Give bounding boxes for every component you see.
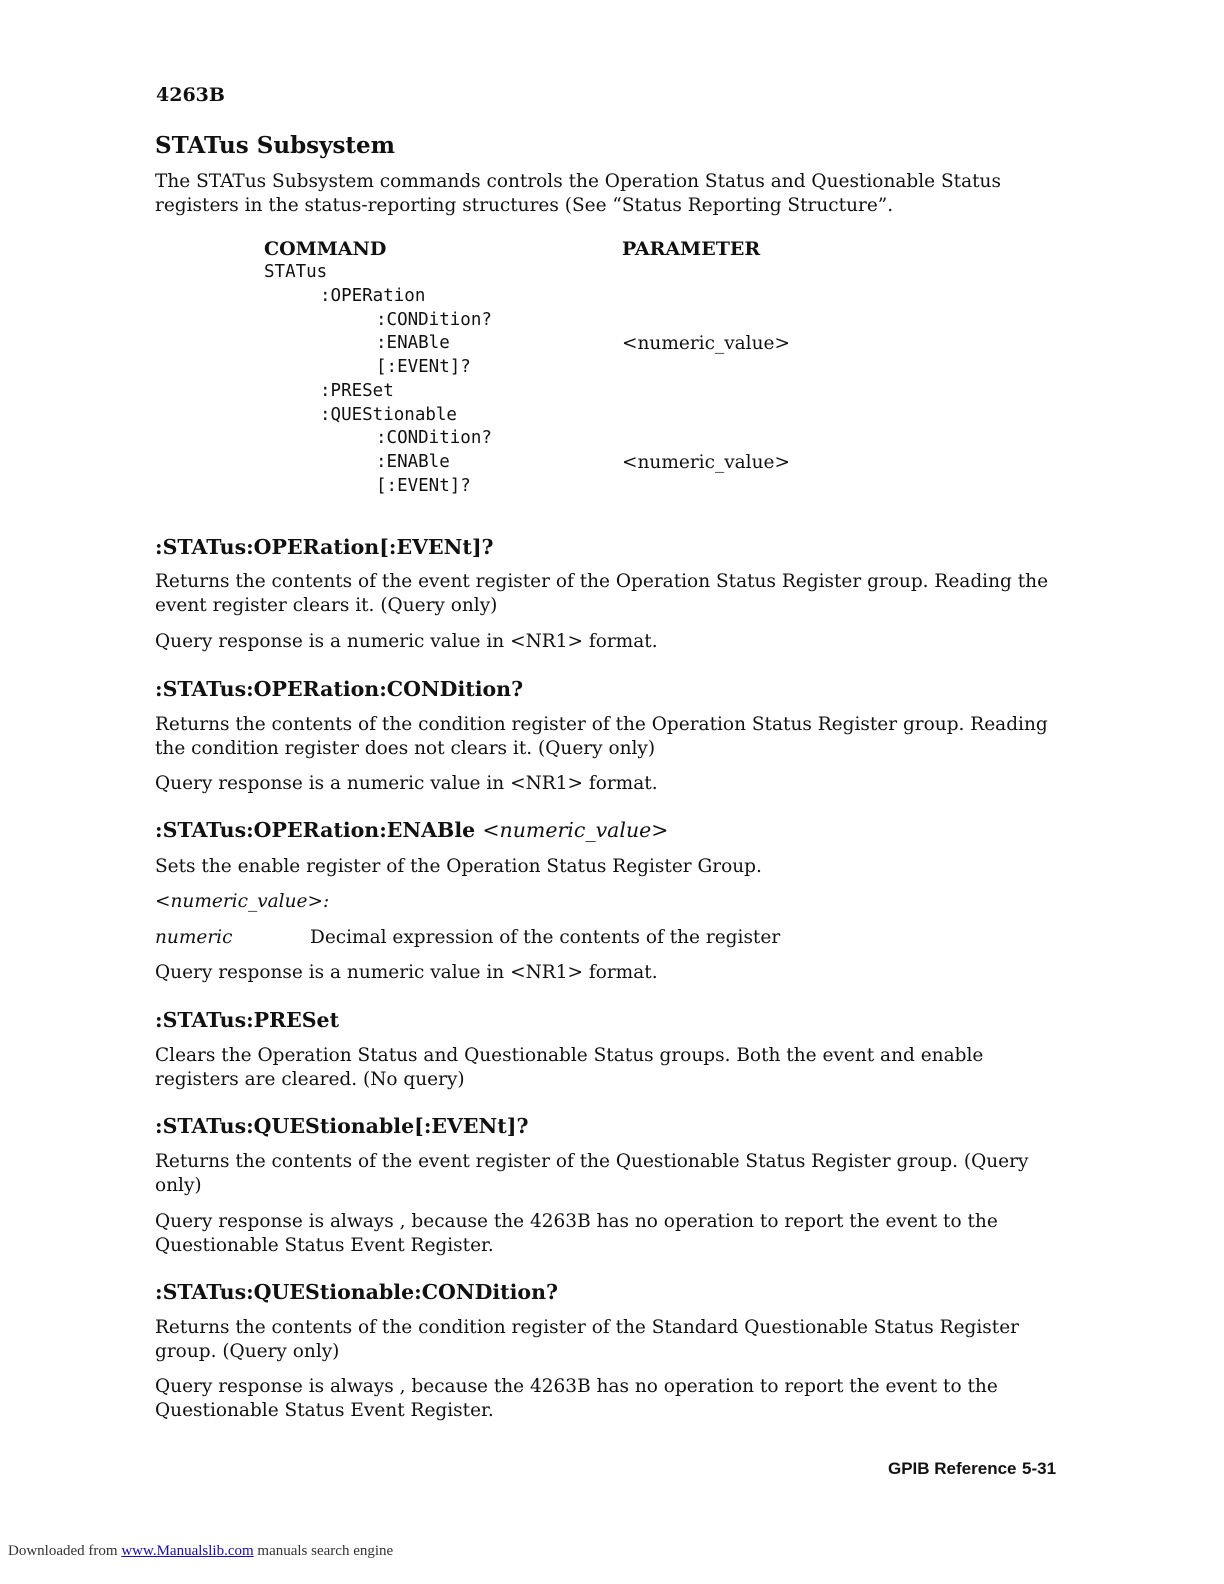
heading-op-condition: :STATus:OPERation:CONDition?	[155, 677, 524, 701]
heading-ques-event: :STATus:QUEStionable[:EVENt]?	[155, 1114, 529, 1138]
cmd-ques-event: [:EVENt]?	[376, 476, 471, 496]
section-intro	[155, 170, 1055, 218]
download-prefix: Downloaded from	[8, 1543, 118, 1559]
footer-section-name: GPIB Reference	[888, 1459, 1017, 1478]
section-title: STATus Subsystem	[155, 132, 396, 159]
response-line: Query response is always , because the 4263B has no operation to report the event to the	[155, 1376, 998, 1397]
desc-ques-event	[155, 1150, 1055, 1198]
param-op-enable: <numeric_value>	[622, 333, 790, 354]
intro-line: The STATus Subsystem commands controls the Operation Status and Questionable Status	[155, 171, 1001, 192]
download-note	[8, 1543, 393, 1560]
response-op-event: Query response is a numeric value in <NR1> format.	[155, 631, 658, 652]
desc-line: Clears the Operation Status and Questionable Status groups. Both the event and enable	[155, 1045, 984, 1066]
desc-line: registers are cleared. (No query)	[155, 1069, 465, 1090]
cmd-operation: :OPERation	[320, 286, 426, 306]
cmd-ques-enable: :ENABle	[376, 452, 450, 472]
cmd-preset: :PRESet	[320, 381, 394, 401]
param-label: <numeric_value>:	[155, 891, 330, 912]
param-definition: Decimal expression of the contents of the register	[310, 927, 781, 948]
desc-line: Returns the contents of the condition register of the Operation Status Register group. Reading	[155, 714, 1048, 735]
response-line: Questionable Status Event Register.	[155, 1400, 494, 1421]
heading-op-event: :STATus:OPERation[:EVENt]?	[155, 535, 494, 559]
desc-line: group. (Query only)	[155, 1341, 340, 1362]
heading-op-enable-arg: <numeric_value>	[482, 818, 669, 842]
desc-line: the condition register does not clears it. (Query only)	[155, 738, 656, 759]
heading-op-enable	[155, 818, 668, 842]
response-op-condition: Query response is a numeric value in <NR1> format.	[155, 773, 658, 794]
desc-line: Returns the contents of the condition register of the Standard Questionable Status Register	[155, 1317, 1020, 1338]
heading-preset: :STATus:PRESet	[155, 1008, 340, 1032]
manualslib-link[interactable]: www.Manualslib.com	[121, 1543, 254, 1559]
response-op-enable: Query response is a numeric value in <NR1> format.	[155, 962, 658, 983]
footer-page-number: 5-31	[1022, 1459, 1057, 1478]
col-header-parameter: PARAMETER	[622, 238, 761, 260]
cmd-status: STATus	[264, 262, 328, 282]
desc-op-condition	[155, 713, 1055, 761]
model-number: 4263B	[156, 84, 225, 106]
cmd-ques-condition: :CONDition?	[376, 428, 492, 448]
cmd-op-enable: :ENABle	[376, 333, 450, 353]
cmd-questionable: :QUEStionable	[320, 405, 457, 425]
desc-line: Returns the contents of the event register of the Questionable Status Register group. (Query	[155, 1151, 1029, 1172]
param-ques-enable: <numeric_value>	[622, 452, 790, 473]
download-suffix: manuals search engine	[257, 1543, 394, 1559]
col-header-command: COMMAND	[264, 238, 387, 260]
desc-line: event register clears it. (Query only)	[155, 595, 498, 616]
desc-preset	[155, 1044, 1055, 1092]
response-line: Questionable Status Event Register.	[155, 1235, 494, 1256]
desc-ques-condition	[155, 1316, 1055, 1364]
cmd-op-condition: :CONDition?	[376, 310, 492, 330]
intro-line: registers in the status-reporting structures (See “Status Reporting Structure”.	[155, 195, 894, 216]
heading-ques-condition: :STATus:QUEStionable:CONDition?	[155, 1280, 559, 1304]
desc-line: only)	[155, 1175, 202, 1196]
desc-op-event	[155, 570, 1055, 618]
param-term: numeric	[155, 927, 233, 948]
heading-op-enable-command: :STATus:OPERation:ENABle	[155, 818, 476, 842]
response-ques-event	[155, 1210, 1055, 1258]
response-line: Query response is always , because the 4263B has no operation to report the event to the	[155, 1211, 998, 1232]
response-ques-condition	[155, 1375, 1055, 1423]
cmd-op-event: [:EVENt]?	[376, 357, 471, 377]
desc-line: Returns the contents of the event register of the Operation Status Register group. Reading the	[155, 571, 1049, 592]
desc-op-enable: Sets the enable register of the Operation Status Register Group.	[155, 856, 762, 877]
